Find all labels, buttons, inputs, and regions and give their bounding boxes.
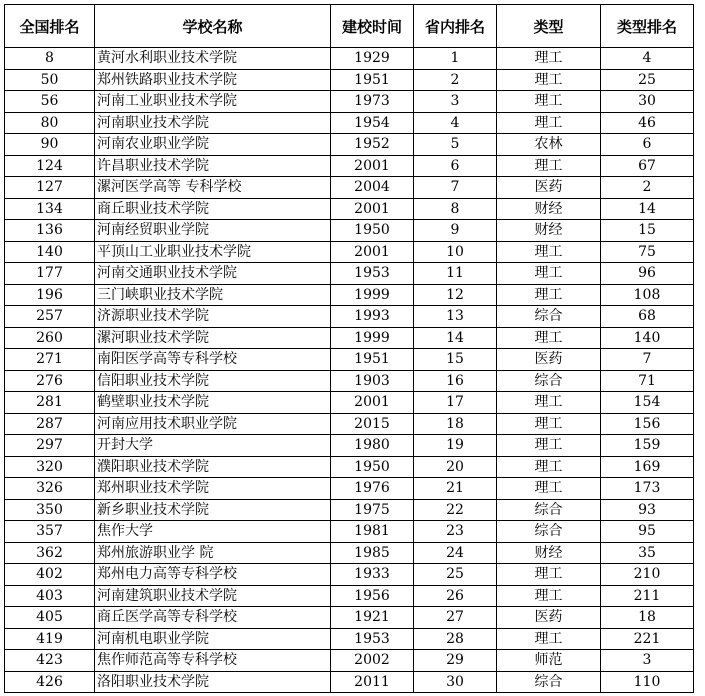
- type-rank-cell: 46: [601, 112, 694, 134]
- type-cell: 理工: [497, 69, 601, 91]
- table-row: [5, 327, 694, 349]
- founded-year-cell: 1999: [331, 284, 414, 306]
- type-cell: 理工: [497, 241, 601, 263]
- table-row: [5, 478, 694, 500]
- school-name-cell: 河南建筑职业技术学院: [95, 585, 331, 607]
- type-cell: 综合: [497, 306, 601, 328]
- table-row: [5, 241, 694, 263]
- national-rank-cell: 402: [5, 564, 95, 586]
- header-founded-year: 建校时间: [331, 5, 414, 48]
- table-row: [5, 48, 694, 70]
- province-rank-cell: 7: [414, 177, 497, 199]
- table-row: [5, 392, 694, 414]
- national-rank-cell: 350: [5, 499, 95, 521]
- type-cell: 理工: [497, 585, 601, 607]
- national-rank-cell: 196: [5, 284, 95, 306]
- type-rank-cell: 159: [601, 435, 694, 457]
- national-rank-cell: 426: [5, 671, 95, 693]
- school-name-cell: 漯河医学高等 专科学校: [95, 177, 331, 199]
- national-rank-cell: 8: [5, 48, 95, 70]
- type-cell: 理工: [497, 327, 601, 349]
- school-name-cell: 商丘医学高等专科学校: [95, 607, 331, 629]
- type-rank-cell: 68: [601, 306, 694, 328]
- founded-year-cell: 1953: [331, 628, 414, 650]
- type-rank-cell: 75: [601, 241, 694, 263]
- table-row: [5, 112, 694, 134]
- type-cell: 医药: [497, 349, 601, 371]
- school-name-cell: 郑州职业技术学院: [95, 478, 331, 500]
- type-rank-cell: 108: [601, 284, 694, 306]
- type-cell: 理工: [497, 456, 601, 478]
- school-name-cell: 郑州电力高等专科学校: [95, 564, 331, 586]
- table-row: [5, 69, 694, 91]
- school-name-cell: 开封大学: [95, 435, 331, 457]
- table-row: [5, 435, 694, 457]
- founded-year-cell: 1929: [331, 48, 414, 70]
- national-rank-cell: 140: [5, 241, 95, 263]
- founded-year-cell: 2004: [331, 177, 414, 199]
- type-rank-cell: 6: [601, 134, 694, 156]
- table-row: [5, 349, 694, 371]
- type-cell: 理工: [497, 564, 601, 586]
- province-rank-cell: 21: [414, 478, 497, 500]
- table-row: [5, 220, 694, 242]
- province-rank-cell: 11: [414, 263, 497, 285]
- national-rank-cell: 276: [5, 370, 95, 392]
- type-cell: 理工: [497, 478, 601, 500]
- type-cell: 医药: [497, 177, 601, 199]
- founded-year-cell: 1993: [331, 306, 414, 328]
- province-rank-cell: 8: [414, 198, 497, 220]
- province-rank-cell: 2: [414, 69, 497, 91]
- founded-year-cell: 1921: [331, 607, 414, 629]
- table-row: [5, 306, 694, 328]
- table-row: [5, 607, 694, 629]
- province-rank-cell: 16: [414, 370, 497, 392]
- type-rank-cell: 4: [601, 48, 694, 70]
- province-rank-cell: 13: [414, 306, 497, 328]
- school-name-cell: 洛阳职业技术学院: [95, 671, 331, 693]
- type-rank-cell: 67: [601, 155, 694, 177]
- founded-year-cell: 1950: [331, 456, 414, 478]
- school-name-cell: 河南经贸职业学院: [95, 220, 331, 242]
- school-name-cell: 南阳医学高等专科学校: [95, 349, 331, 371]
- type-rank-cell: 140: [601, 327, 694, 349]
- province-rank-cell: 10: [414, 241, 497, 263]
- ranking-table: [4, 4, 694, 693]
- national-rank-cell: 134: [5, 198, 95, 220]
- founded-year-cell: 2001: [331, 241, 414, 263]
- national-rank-cell: 403: [5, 585, 95, 607]
- national-rank-cell: 56: [5, 91, 95, 113]
- founded-year-cell: 1950: [331, 220, 414, 242]
- table-row: [5, 370, 694, 392]
- national-rank-cell: 127: [5, 177, 95, 199]
- table-row: [5, 542, 694, 564]
- type-cell: 财经: [497, 198, 601, 220]
- province-rank-cell: 1: [414, 48, 497, 70]
- founded-year-cell: 2002: [331, 650, 414, 672]
- school-name-cell: 新乡职业技术学院: [95, 499, 331, 521]
- type-rank-cell: 15: [601, 220, 694, 242]
- founded-year-cell: 1973: [331, 91, 414, 113]
- province-rank-cell: 27: [414, 607, 497, 629]
- type-cell: 综合: [497, 499, 601, 521]
- type-rank-cell: 154: [601, 392, 694, 414]
- national-rank-cell: 287: [5, 413, 95, 435]
- national-rank-cell: 419: [5, 628, 95, 650]
- national-rank-cell: 136: [5, 220, 95, 242]
- type-rank-cell: 96: [601, 263, 694, 285]
- founded-year-cell: 1999: [331, 327, 414, 349]
- founded-year-cell: 2001: [331, 392, 414, 414]
- type-cell: 农林: [497, 134, 601, 156]
- founded-year-cell: 1951: [331, 349, 414, 371]
- province-rank-cell: 5: [414, 134, 497, 156]
- province-rank-cell: 29: [414, 650, 497, 672]
- province-rank-cell: 26: [414, 585, 497, 607]
- type-rank-cell: 169: [601, 456, 694, 478]
- table-row: [5, 413, 694, 435]
- national-rank-cell: 80: [5, 112, 95, 134]
- province-rank-cell: 22: [414, 499, 497, 521]
- type-rank-cell: 18: [601, 607, 694, 629]
- table-row: [5, 134, 694, 156]
- province-rank-cell: 19: [414, 435, 497, 457]
- table-row: [5, 155, 694, 177]
- founded-year-cell: 1985: [331, 542, 414, 564]
- founded-year-cell: 2001: [331, 198, 414, 220]
- table-row: [5, 650, 694, 672]
- national-rank-cell: 423: [5, 650, 95, 672]
- school-name-cell: 焦作师范高等专科学校: [95, 650, 331, 672]
- province-rank-cell: 15: [414, 349, 497, 371]
- header-province-rank: 省内排名: [414, 5, 497, 48]
- province-rank-cell: 12: [414, 284, 497, 306]
- school-name-cell: 焦作大学: [95, 521, 331, 543]
- table-row: [5, 456, 694, 478]
- school-name-cell: 河南工业职业技术学院: [95, 91, 331, 113]
- school-name-cell: 河南机电职业学院: [95, 628, 331, 650]
- national-rank-cell: 297: [5, 435, 95, 457]
- founded-year-cell: 2015: [331, 413, 414, 435]
- type-rank-cell: 110: [601, 671, 694, 693]
- type-cell: 医药: [497, 607, 601, 629]
- type-rank-cell: 95: [601, 521, 694, 543]
- type-cell: 理工: [497, 155, 601, 177]
- type-rank-cell: 35: [601, 542, 694, 564]
- school-name-cell: 濮阳职业技术学院: [95, 456, 331, 478]
- national-rank-cell: 405: [5, 607, 95, 629]
- type-cell: 理工: [497, 413, 601, 435]
- table-row: [5, 585, 694, 607]
- province-rank-cell: 25: [414, 564, 497, 586]
- national-rank-cell: 257: [5, 306, 95, 328]
- national-rank-cell: 281: [5, 392, 95, 414]
- type-rank-cell: 3: [601, 650, 694, 672]
- type-cell: 师范: [497, 650, 601, 672]
- province-rank-cell: 18: [414, 413, 497, 435]
- founded-year-cell: 1954: [331, 112, 414, 134]
- school-name-cell: 郑州旅游职业学 院: [95, 542, 331, 564]
- table-row: [5, 564, 694, 586]
- type-rank-cell: 14: [601, 198, 694, 220]
- province-rank-cell: 14: [414, 327, 497, 349]
- school-name-cell: 济源职业技术学院: [95, 306, 331, 328]
- type-cell: 理工: [497, 628, 601, 650]
- type-rank-cell: 7: [601, 349, 694, 371]
- national-rank-cell: 50: [5, 69, 95, 91]
- national-rank-cell: 362: [5, 542, 95, 564]
- founded-year-cell: 1951: [331, 69, 414, 91]
- table-row: [5, 284, 694, 306]
- type-cell: 综合: [497, 671, 601, 693]
- school-name-cell: 信阳职业技术学院: [95, 370, 331, 392]
- school-name-cell: 平顶山工业职业技术学院: [95, 241, 331, 263]
- school-name-cell: 郑州铁路职业技术学院: [95, 69, 331, 91]
- type-cell: 财经: [497, 220, 601, 242]
- school-name-cell: 三门峡职业技术学院: [95, 284, 331, 306]
- province-rank-cell: 3: [414, 91, 497, 113]
- founded-year-cell: 1976: [331, 478, 414, 500]
- school-name-cell: 黄河水利职业技术学院: [95, 48, 331, 70]
- type-cell: 综合: [497, 521, 601, 543]
- header-school-name: 学校名称: [95, 5, 331, 48]
- type-cell: 理工: [497, 435, 601, 457]
- table-row: [5, 177, 694, 199]
- founded-year-cell: 2011: [331, 671, 414, 693]
- province-rank-cell: 24: [414, 542, 497, 564]
- school-name-cell: 鹤壁职业技术学院: [95, 392, 331, 414]
- national-rank-cell: 326: [5, 478, 95, 500]
- type-cell: 理工: [497, 48, 601, 70]
- province-rank-cell: 17: [414, 392, 497, 414]
- header-row: [5, 5, 694, 48]
- province-rank-cell: 23: [414, 521, 497, 543]
- type-rank-cell: 211: [601, 585, 694, 607]
- founded-year-cell: 1975: [331, 499, 414, 521]
- type-rank-cell: 210: [601, 564, 694, 586]
- type-cell: 财经: [497, 542, 601, 564]
- school-name-cell: 河南交通职业技术学院: [95, 263, 331, 285]
- table-row: [5, 628, 694, 650]
- type-cell: 理工: [497, 91, 601, 113]
- type-rank-cell: 173: [601, 478, 694, 500]
- table-row: [5, 521, 694, 543]
- type-rank-cell: 30: [601, 91, 694, 113]
- founded-year-cell: 1980: [331, 435, 414, 457]
- table-row: [5, 263, 694, 285]
- type-rank-cell: 156: [601, 413, 694, 435]
- national-rank-cell: 260: [5, 327, 95, 349]
- school-name-cell: 河南农业职业学院: [95, 134, 331, 156]
- founded-year-cell: 1953: [331, 263, 414, 285]
- table-row: [5, 198, 694, 220]
- header-national-rank: 全国排名: [5, 5, 95, 48]
- school-name-cell: 许昌职业技术学院: [95, 155, 331, 177]
- province-rank-cell: 20: [414, 456, 497, 478]
- province-rank-cell: 30: [414, 671, 497, 693]
- school-name-cell: 商丘职业技术学院: [95, 198, 331, 220]
- table-row: [5, 499, 694, 521]
- founded-year-cell: 1981: [331, 521, 414, 543]
- header-type: 类型: [497, 5, 601, 48]
- table-row: [5, 671, 694, 693]
- type-rank-cell: 93: [601, 499, 694, 521]
- national-rank-cell: 90: [5, 134, 95, 156]
- type-rank-cell: 2: [601, 177, 694, 199]
- type-rank-cell: 221: [601, 628, 694, 650]
- province-rank-cell: 4: [414, 112, 497, 134]
- table-row: [5, 91, 694, 113]
- type-cell: 理工: [497, 112, 601, 134]
- province-rank-cell: 28: [414, 628, 497, 650]
- founded-year-cell: 1956: [331, 585, 414, 607]
- founded-year-cell: 1933: [331, 564, 414, 586]
- type-cell: 综合: [497, 370, 601, 392]
- type-cell: 理工: [497, 263, 601, 285]
- national-rank-cell: 271: [5, 349, 95, 371]
- header-type-rank: 类型排名: [601, 5, 694, 48]
- type-cell: 理工: [497, 392, 601, 414]
- national-rank-cell: 124: [5, 155, 95, 177]
- province-rank-cell: 9: [414, 220, 497, 242]
- founded-year-cell: 1952: [331, 134, 414, 156]
- school-name-cell: 漯河职业技术学院: [95, 327, 331, 349]
- founded-year-cell: 2001: [331, 155, 414, 177]
- founded-year-cell: 1903: [331, 370, 414, 392]
- school-name-cell: 河南应用技术职业学院: [95, 413, 331, 435]
- type-rank-cell: 25: [601, 69, 694, 91]
- province-rank-cell: 6: [414, 155, 497, 177]
- national-rank-cell: 320: [5, 456, 95, 478]
- school-name-cell: 河南职业技术学院: [95, 112, 331, 134]
- type-rank-cell: 71: [601, 370, 694, 392]
- type-cell: 理工: [497, 284, 601, 306]
- national-rank-cell: 357: [5, 521, 95, 543]
- national-rank-cell: 177: [5, 263, 95, 285]
